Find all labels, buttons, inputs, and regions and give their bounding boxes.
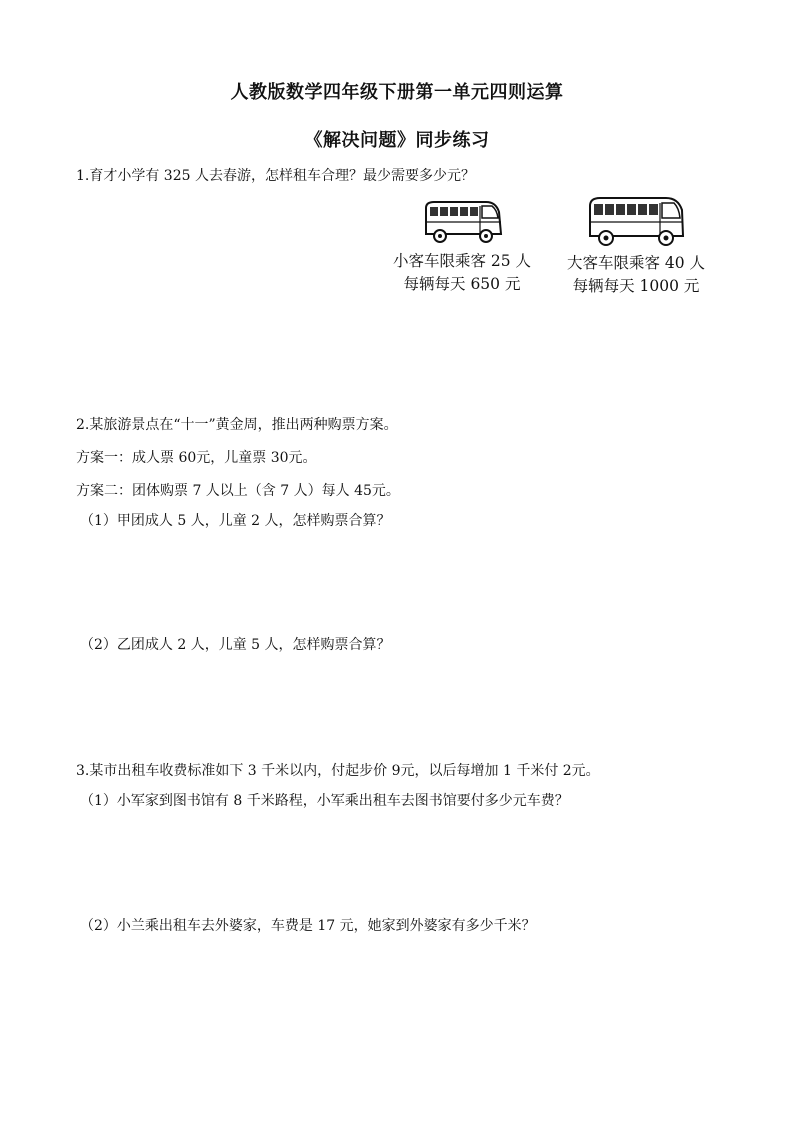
question-3: 3.某市出租车收费标准如下 3 千米以内，付起步价 9元，以后每增加 1 千米付 2元。: [76, 763, 600, 779]
large-bus-price: 每辆每天 1000 元: [572, 277, 700, 295]
small-bus-price: 每辆每天 650 元: [403, 275, 521, 293]
page-title: 人教版数学四年级下册第一单元四则运算: [230, 82, 564, 103]
small-bus-card: [380, 198, 544, 296]
plan-1: 方案一：成人票 60元，儿童票 30元。: [76, 450, 317, 466]
question-1: 1.育才小学有 325 人去春游，怎样租车合理？最少需要多少元？: [76, 168, 475, 184]
question-2-part-1: （1）甲团成人 5 人，儿童 2 人，怎样购票合算？: [80, 513, 391, 529]
large-bus-icon: [586, 194, 686, 248]
plan-2: 方案二：团体购票 7 人以上（含 7 人）每人 45元。: [76, 483, 400, 499]
page-subtitle: 《解决问题》同步练习: [304, 130, 490, 151]
question-3-part-1: （1）小军家到图书馆有 8 千米路程，小军乘出租车去图书馆要付多少元车费？: [80, 793, 569, 809]
large-bus-capacity: 大客车限乘客 40 人: [566, 254, 706, 272]
question-3-part-2: （2）小兰乘出租车去外婆家，车费是 17 元，她家到外婆家有多少千米？: [80, 918, 536, 934]
question-2: 2.某旅游景点在“十一”黄金周，推出两种购票方案。: [76, 417, 398, 433]
question-2-part-2: （2）乙团成人 2 人，儿童 5 人，怎样购票合算？: [80, 637, 391, 653]
small-bus-capacity: 小客车限乘客 25 人: [392, 252, 532, 270]
small-bus-icon: [420, 198, 504, 246]
large-bus-card: [550, 194, 722, 298]
